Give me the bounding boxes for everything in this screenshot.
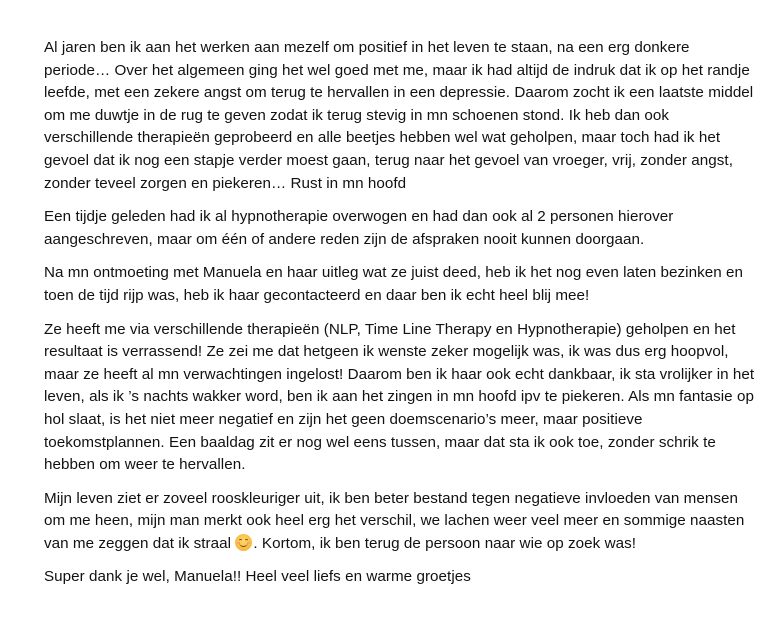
closing-line: Super dank je wel, Manuela!! Heel veel liefs en warme groetjes: [44, 568, 471, 586]
paragraph-5-text-after: . Kortom, ik ben terug de persoon naar wie op zoek was!: [253, 534, 637, 552]
smiling-face-emoji-icon: [235, 534, 252, 551]
paragraph-3: Na mn ontmoeting met Manuela en haar uitleg wat ze juist deed, heb ik het nog even laten bezinken en toen de tijd rijp was, heb ik haar gecontacteerd en daar ben ik echt heel blij mee!: [44, 264, 744, 304]
paragraph-1: Al jaren ben ik aan het werken aan mezelf om positief in het leven te staan, na een erg donkere periode… Over het algemeen ging het wel goed met me, maar ik had altijd de indruk dat ik op het randje leefde, met een zekere angst om terug te hervallen in een depressie. Daarom zocht ik een laatste middel om me duwtje in de rug te geven zodat ik terug stevig in mn schoenen stond. Ik heb dan ook verschillende therapieën geprobeerd en alle beetjes hebben wel wat geholpen, maar toch had ik het gevoel dat ik nog een stapje verder moest gaan, terug naar het gevoel van vroeger, vrij, zonder angst, zonder teveel zorgen en piekeren… Rust in mn hoofd: [44, 39, 754, 192]
testimonial-document: [44, 37, 756, 600]
paragraph-5-text-before: Mijn leven ziet er zoveel rooskleuriger uit, ik ben beter bestand tegen negatieve invloeden van mensen om me heen, mijn man merkt ook heel erg het verschil, we lachen weer veel meer en sommige naasten van me zeggen dat ik straal: [44, 489, 745, 552]
paragraph-2: Een tijdje geleden had ik al hypnotherapie overwogen en had dan ook al 2 personen hierover aangeschreven, maar om één of andere reden zijn de afspraken nooit kunnen doorgaan.: [44, 208, 674, 248]
paragraph-4: Ze heeft me via verschillende therapieën (NLP, Time Line Therapy en Hypnotherapie) geholpen en het resultaat is verrassend! Ze zei me dat hetgeen ik wenste zeker mogelijk was, ik was dus erg hoopvol, maar ze heeft al mn verwachtingen ingelost! Daarom ben ik haar ook echt dankbaar, ik sta vrolijker in het leven, als ik ’s nachts wakker word, ben ik aan het zingen in mn hoofd ipv te piekeren. Als mn fantasie op hol slaat, is het niet meer negatief en zijn het geen doemscenario’s meer, maar positieve toekomstplannen. Een baaldag zit er nog wel eens tussen, maar dat sta ik ook toe, zonder schrik te hebben om weer te hervallen.: [44, 320, 755, 474]
paragraph-5: [44, 488, 756, 556]
